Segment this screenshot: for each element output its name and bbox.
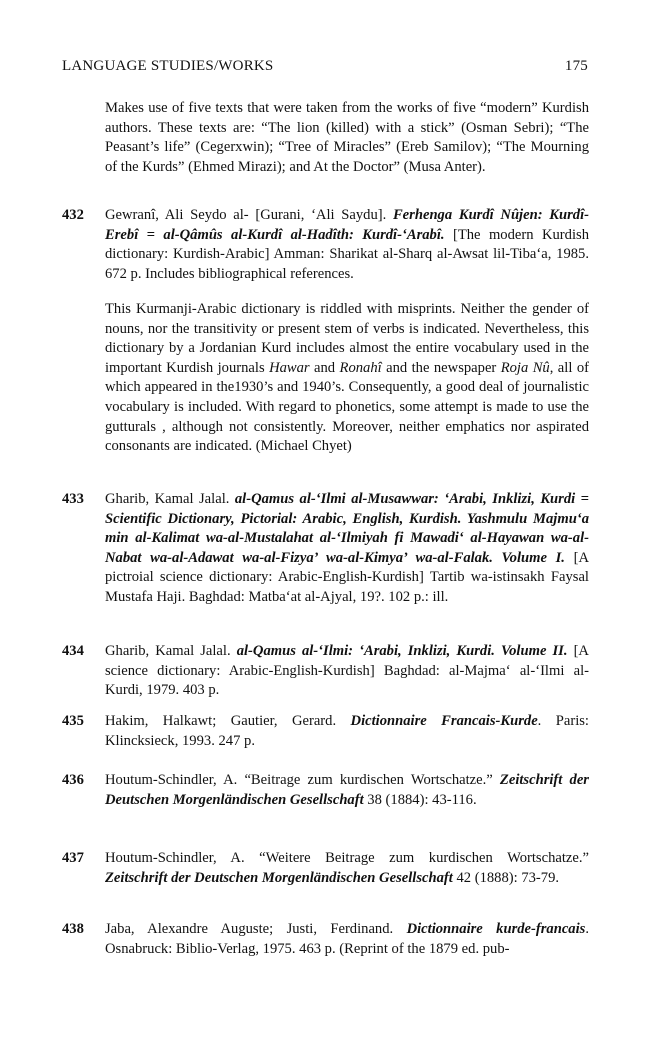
entry-433 bbox=[62, 490, 589, 608]
entry-citation bbox=[105, 642, 589, 701]
entry-number: 438 bbox=[62, 921, 84, 937]
entry-citation bbox=[105, 712, 589, 751]
entry-author: Houtum-Schindler, A. “Beitrage zum kurdischen Wortschatze.” bbox=[105, 772, 500, 788]
entry-publication: . Osnabruck: Biblio-Verlag, 1975. 463 p. (Reprint of the 1879 ed. pub- bbox=[105, 921, 589, 957]
entry-number: 435 bbox=[62, 713, 84, 729]
journal-title: Ronahî bbox=[339, 359, 382, 376]
page-number: 175 bbox=[564, 58, 588, 74]
entry-citation bbox=[105, 206, 589, 284]
entry-432 bbox=[62, 206, 589, 284]
annotation-text: and bbox=[309, 359, 340, 376]
entry-publication: [A pictroial science dictionary: Arabic-English-Kurdish] Tartib wa-istinsakh Faysal Mustafa Haji. Baghdad: Matba‘at al-Ajyal, 19?. 102 p.: ill. bbox=[105, 549, 589, 605]
entry-432-annotation bbox=[105, 300, 589, 457]
running-title: LANGUAGE STUDIES/WORKS bbox=[62, 58, 274, 74]
entry-publication: 42 (1888): 73-79. bbox=[452, 869, 560, 886]
entry-citation bbox=[105, 771, 589, 810]
entry-citation bbox=[105, 490, 589, 608]
entry-author: Gharib, Kamal Jalal. bbox=[105, 643, 237, 659]
entry-publication: [The modern Kurdish dictionary: Kurdish-Arabic] Amman: Sharikat al-Sharq al-Awsat lil-Tiba‘a, 1985. 672 p. Includes bibliographical references. bbox=[105, 226, 589, 282]
entry-434 bbox=[62, 642, 589, 701]
entry-number: 433 bbox=[62, 491, 84, 507]
entry-title: al-Qamus al-‘Ilmi: ‘Arabi, Inklizi, Kurdi. Volume II. bbox=[236, 643, 568, 659]
entry-author: Jaba, Alexandre Auguste; Justi, Ferdinand. bbox=[105, 921, 407, 937]
journal-title: Hawar bbox=[269, 359, 310, 376]
entry-436 bbox=[62, 771, 589, 810]
entry-435 bbox=[62, 712, 589, 751]
entry-number: 432 bbox=[62, 207, 84, 223]
entry-author: Hakim, Halkawt; Gautier, Gerard. bbox=[105, 713, 351, 729]
entry-437 bbox=[62, 849, 589, 888]
entry-number: 434 bbox=[62, 643, 84, 659]
entry-publication: . Paris: Klincksieck, 1993. 247 p. bbox=[105, 713, 589, 749]
entry-title: Dictionnaire Francais-Kurde bbox=[350, 713, 538, 729]
entry-title: Dictionnaire kurde-francais bbox=[406, 921, 586, 937]
page-header bbox=[62, 58, 588, 75]
annotation-text: This Kurmanji-Arabic dictionary is riddled with misprints. Neither the gender of nouns, nor the transitivity or present stem of verbs is indicated. Nevertheless, this dictionary by a Jordanian Kurd includes almost the entire vocabulary used in the important Kurdish journals bbox=[105, 301, 589, 376]
entry-citation bbox=[105, 920, 589, 959]
annotation-text: and the newspaper bbox=[381, 359, 501, 376]
entry-citation bbox=[105, 849, 589, 888]
entry-title: Zeitschrift der Deutschen Morgenländischen Gesellschaft bbox=[105, 869, 453, 886]
entry-title: Zeitschrift der Deutschen Morgenländischen Gesellschaft bbox=[105, 772, 589, 808]
annotation-text: , all of which appeared in the1930’s and 1940’s. Consequently, a good deal of journalistic vocabulary is included. With regard to phonetics, some attempt is made to use the gutturals , although not consistently. Moreover, neither emphatics nor aspirated consonants are indicated. (Michael Chyet) bbox=[105, 359, 589, 455]
intro-annotation: Makes use of five texts that were taken from the works of five “modern” Kurdish authors. These texts are: “The lion (killed) with a stick” (Osman Sebri); “The Peasant’s life” (Cegerxwin); “Tree of Miracles” (Ereb Samilov); “The Mourning of the Kurds” (Ehmed Mirazi); and At the Doctor” (Musa Anter). bbox=[105, 100, 589, 175]
entry-title: Ferhenga Kurdî Nûjen: Kurdî-Erebî = al-Qâmûs al-Kurdî al-Hadîth: Kurdî-‘Arabî. bbox=[105, 207, 589, 243]
entry-author: Houtum-Schindler, A. “Weitere Beitrage zum kurdischen Wortschatze.” bbox=[105, 850, 589, 866]
entry-title: al-Qamus al-‘Ilmi al-Musawwar: ‘Arabi, Inklizi, Kurdi = Scientific Dictionary, Pictorial: Arabic, English, Kurdish. Yashmulu Majmu‘a min al-Kalimat wa-al-Mustalahat al-‘Ilmiyah fi Mawadi‘ al-Hayawan wa-al-Nabat wa-al-Adawat wa-al-Fizya’ wa-al-Kimya’ wa-al-Falak. Volume I. bbox=[105, 491, 589, 566]
entry-publication: 38 (1884): 43-116. bbox=[363, 791, 477, 808]
entry-438 bbox=[62, 920, 589, 959]
entry-number: 437 bbox=[62, 850, 84, 866]
entry-publication: [A science dictionary: Arabic-English-Kurdish] Baghdad: al-Majma‘ al-‘Ilmi al-Kurdi, 1979. 403 p. bbox=[105, 643, 589, 699]
newspaper-title: Roja Nû bbox=[500, 359, 550, 376]
entry-number: 436 bbox=[62, 772, 84, 788]
entry-author: Gharib, Kamal Jalal. bbox=[105, 491, 235, 507]
entry-author: Gewranî, Ali Seydo al- [Gurani, ‘Ali Saydu]. bbox=[105, 207, 393, 223]
